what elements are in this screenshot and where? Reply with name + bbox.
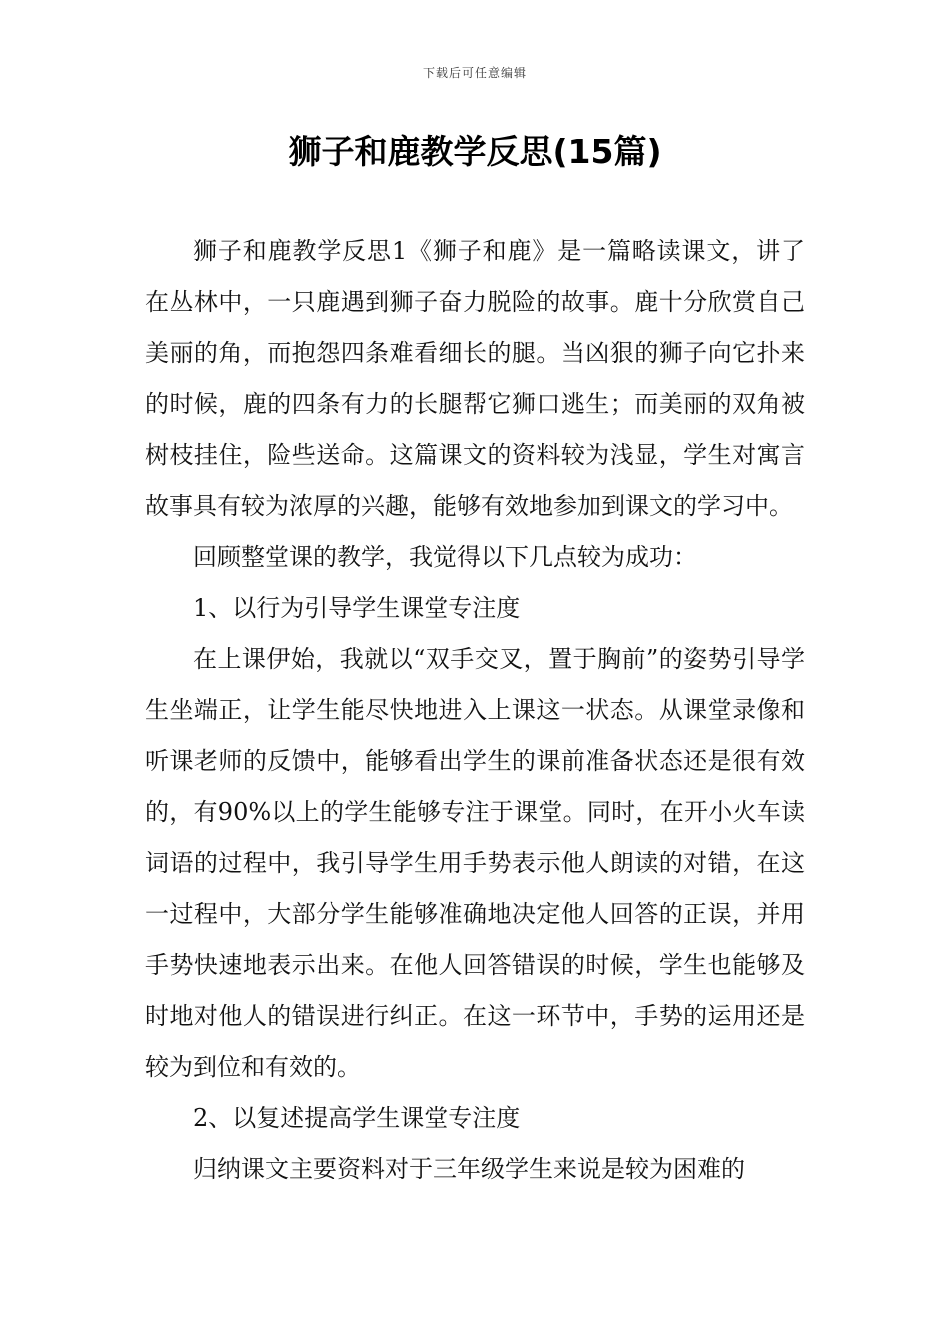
document-body [145,226,805,1195]
header-note: 下载后可任意编辑 [422,66,527,80]
paragraph-section-2: 归纳课文主要资料对于三年级学生来说是较为困难的 [193,1155,745,1183]
section-heading-1: 1、以行为引导学生课堂专注度 [193,594,521,622]
paragraph-intro: 狮子和鹿教学反思1《狮子和鹿》是一篇略读课文，讲了在丛林中，一只鹿遇到狮子奋力脱险的故事。鹿十分欣赏自己美丽的角，而抱怨四条难看细长的腿。当凶狠的狮子向它扑来的时候，鹿的四条有力的长腿帮它狮口逃生；而美丽的双角被树枝挂住，险些送命。这篇课文的资料较为浅显，学生对寓言故事具有较为浓厚的兴趣，能够有效地参加到课文的学习中。 [145,237,805,520]
document-title: 狮子和鹿教学反思(15篇) [288,132,662,171]
paragraph-review: 回顾整堂课的教学，我觉得以下几点较为成功： [193,543,697,571]
section-heading-2: 2、以复述提高学生课堂专注度 [193,1104,521,1132]
paragraph-section-1: 在上课伊始，我就以“双手交叉，置于胸前”的姿势引导学生坐端正，让学生能尽快地进入上课这一状态。从课堂录像和听课老师的反馈中，能够看出学生的课前准备状态还是很有效的，有90%以上的学生能够专注于课堂。同时，在开小火车读词语的过程中，我引导学生用手势表示他人朗读的对错，在这一过程中，大部分学生能够准确地决定他人回答的正误，并用手势快速地表示出来。在他人回答错误的时候，学生也能够及时地对他人的错误进行纠正。在这一环节中，手势的运用还是较为到位和有效的。 [145,645,805,1081]
